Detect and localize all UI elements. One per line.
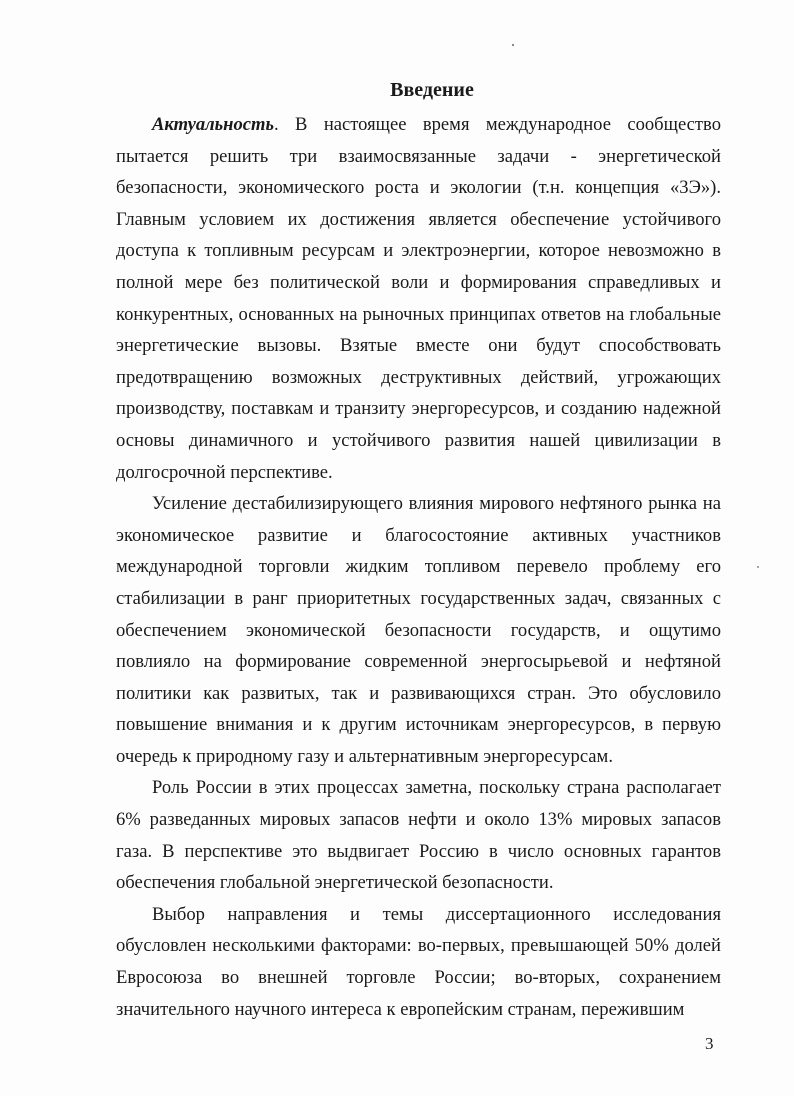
page-title: Введение	[390, 79, 474, 101]
page-number: 3	[705, 1034, 714, 1053]
scan-speck	[512, 44, 514, 46]
paragraph-relevance	[116, 109, 721, 488]
body-text	[116, 109, 721, 1025]
paragraph-topic-choice: Выбор направления и темы диссертационного исследования обусловлен несколькими факторами: во-первых, превышающей 50% долей Евросоюза во внешней торговле России; во-вторых, сохранением значительного научного интереса к европейским странам, пережившим	[116, 903, 721, 1020]
paragraph-lead: Актуальность	[152, 114, 275, 135]
paragraph-text: . В настоящее время международное сообщество пытается решить три взаимосвязанные задачи - энергетической безопасности, экономического роста и экологии (т.н. концепция «3Э»). Главным условием их достижения является обеспечение устойчивого доступа к топливным ресурсам и электроэнергии, которое невозможно в полной мере без политической воли и формирования справедливых и конкурентных, основанных на рыночных принципах ответов на глобальные энергетические вызовы. Взятые вместе они будут способствовать предотвращению возможных деструктивных действий, угрожающих производству, поставкам и транзиту энергоресурсов, и созданию надежной основы динамичного и устойчивого развития нашей цивилизации в долгосрочной перспективе.	[116, 114, 721, 483]
scan-speck	[757, 566, 759, 568]
paragraph-russia-role: Роль России в этих процессах заметна, поскольку страна располагает 6% разведанных мировых запасов нефти и около 13% мировых запасов газа. В перспективе это выдвигает Россию в число основных гарантов обеспечения глобальной энергетической безопасности.	[116, 777, 721, 894]
paragraph-oil-market: Усиление дестабилизирующего влияния мирового нефтяного рынка на экономическое развитие и благосостояние активных участников международной торговли жидким топливом перевело проблему его стабилизации в ранг приоритетных государственных задач, связанных с обеспечением экономической безопасности государств, и ощутимо повлияло на формирование современной энергосырьевой и нефтяной политики как развитых, так и развивающихся стран. Это обусловило повышение внимания и к другим источникам энергоресурсов, в первую очередь к природному газу и альтернативным энергоресурсам.	[116, 493, 721, 767]
